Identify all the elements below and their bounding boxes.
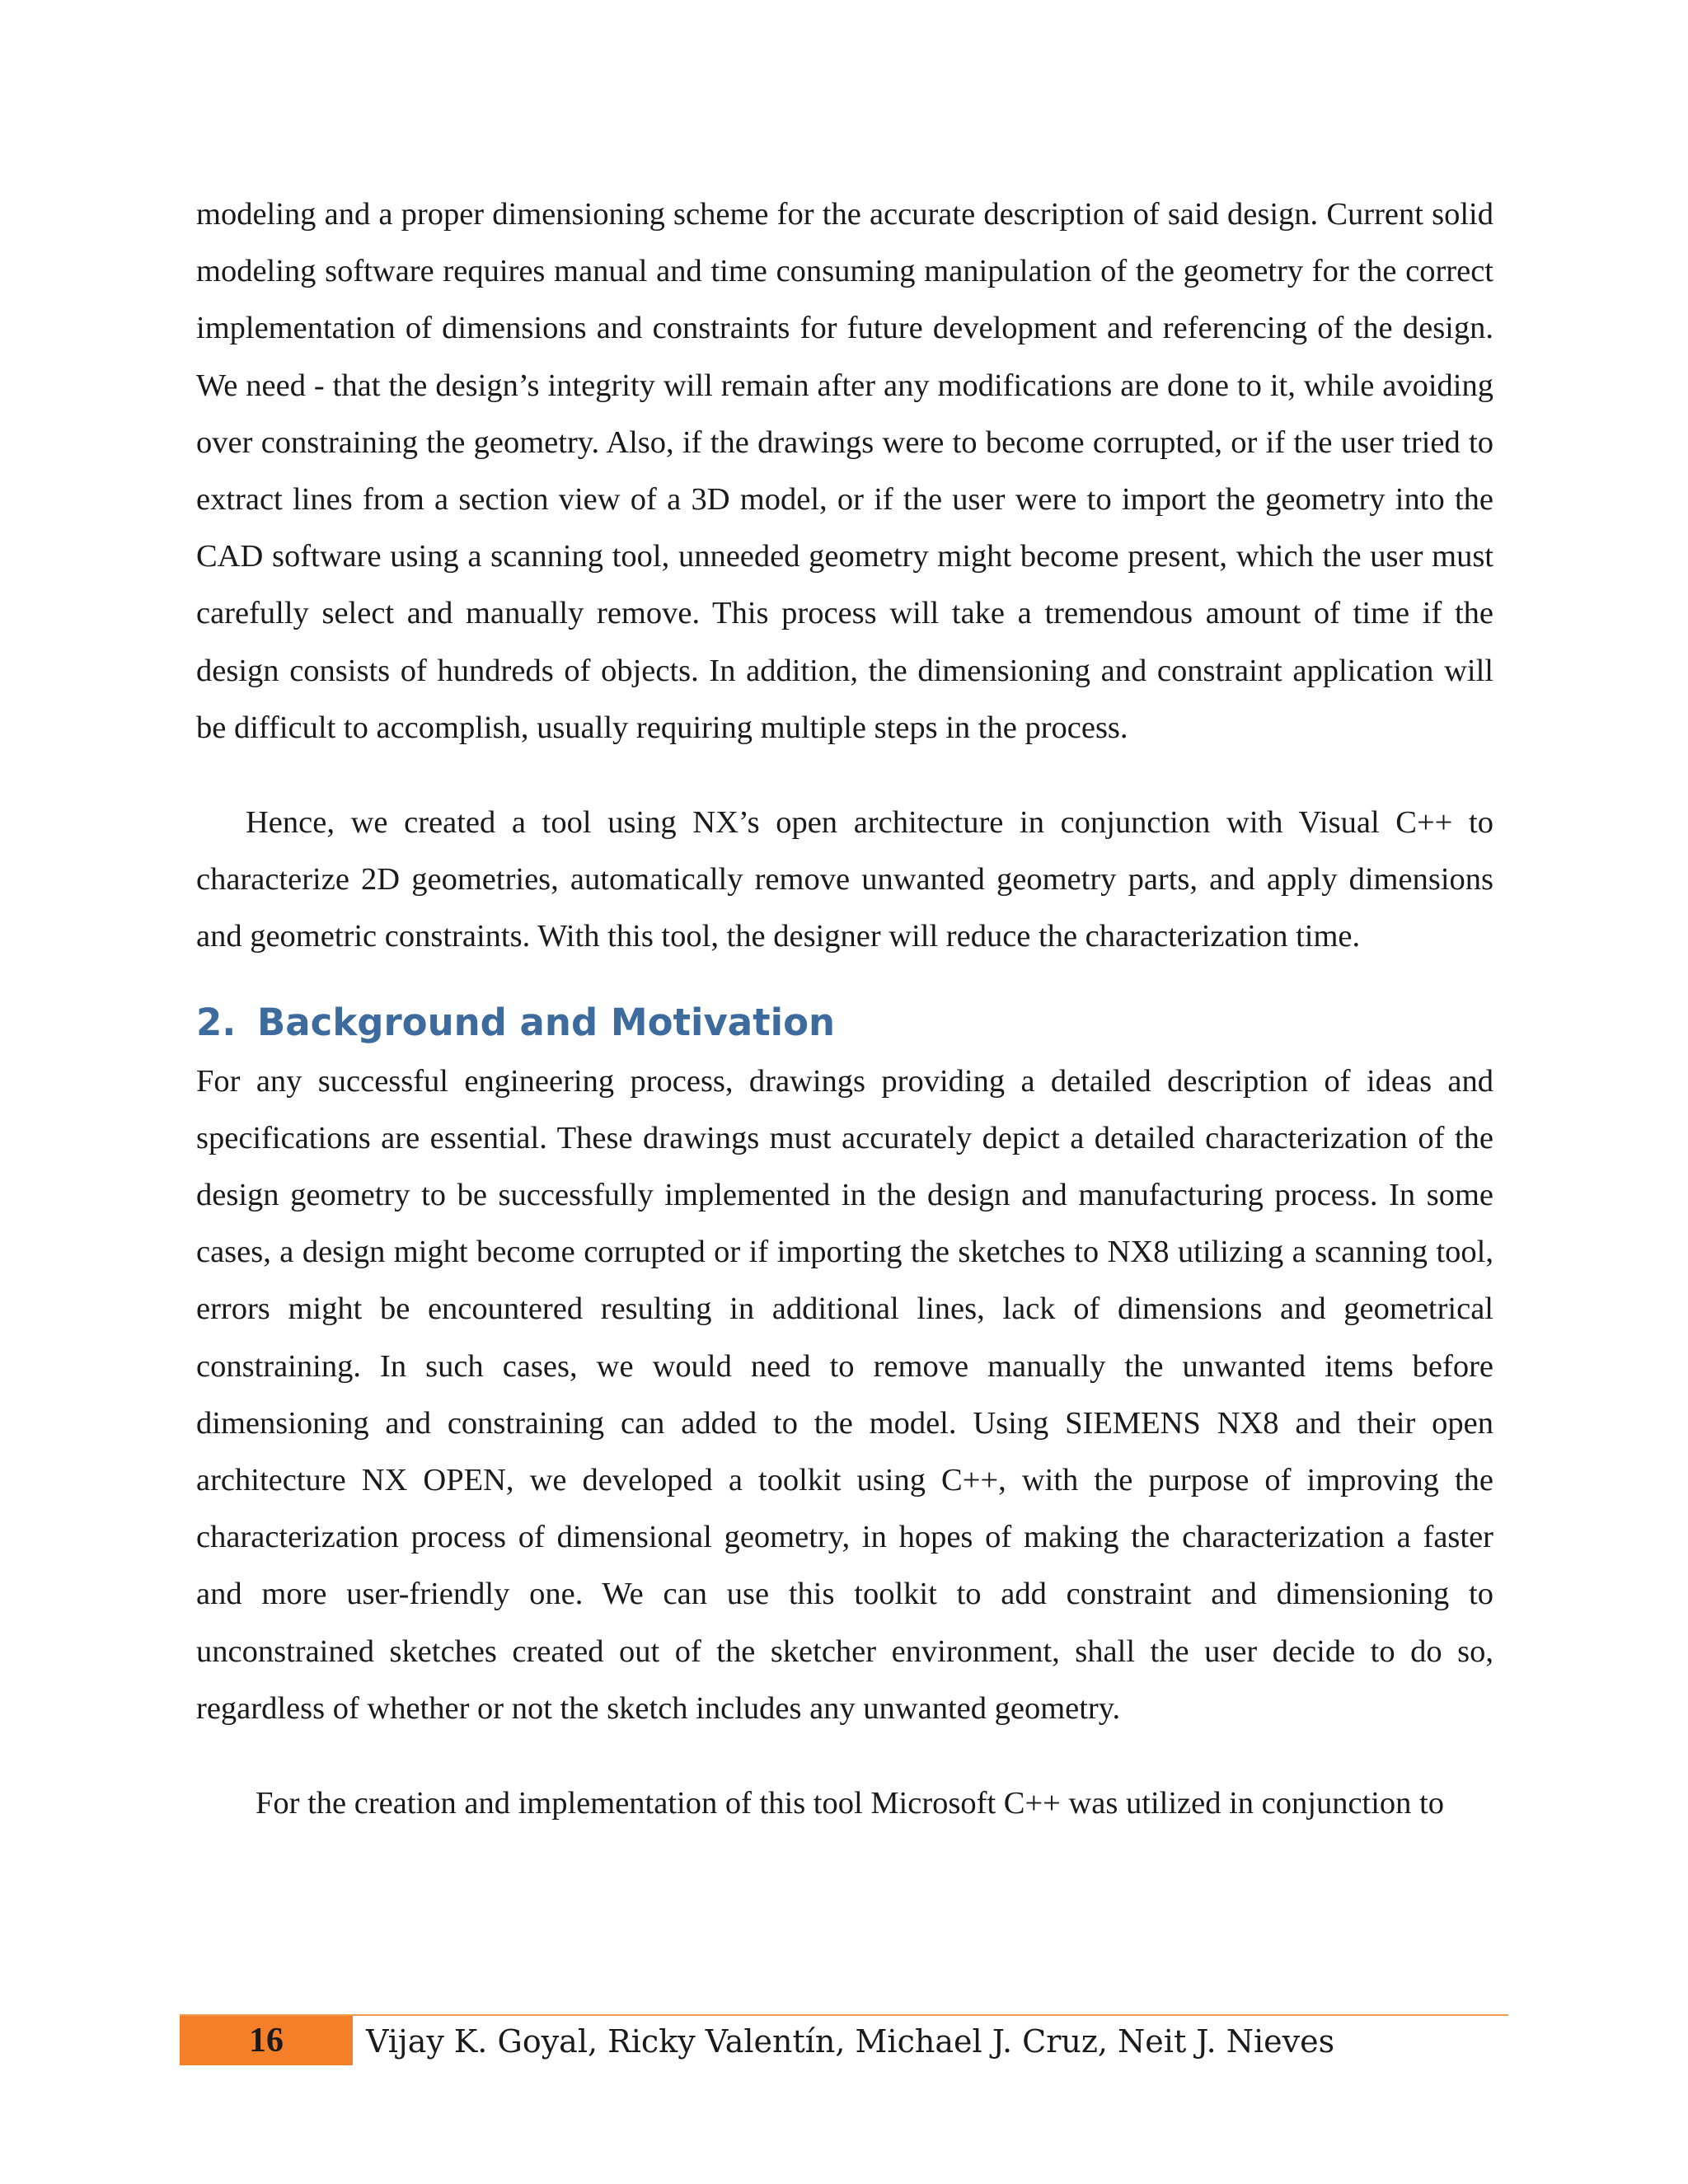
body-paragraph: Hence, we created a tool using NX’s open architecture in conjunction with Visual C++ to characterize 2D geometries, automatically remove unwanted geometry parts, and apply dimensions and geometric constraints. With this tool, the designer will reduce the characterization time. — [196, 805, 1493, 954]
section-title: Background and Motivation — [257, 1000, 836, 1044]
body-paragraph: For any successful engineering process, drawings providing a detailed description of ideas and specifications are essential. These drawings must accurately depict a detailed characterization of the design geometry to be successfully implemented in the design and manufacturing process. In some cases, a design might become corrupted or if importing the sketches to NX8 utilizing a scanning tool, errors might be encountered resulting in additional lines, lack of dimensions and geometrical constraining. In such cases, we would need to remove manually the unwanted items before dimensioning and constraining can added to the model. Using SIEMENS NX8 and their open architecture NX OPEN, we developed a toolkit using C++, with the purpose of improving the characterization process of dimensional geometry, in hopes of making the characterization a faster and more user-friendly one. We can use this toolkit to add constraint and dimensioning to unconstrained sketches created out of the sketcher environment, shall the user decide to do so, regardless of whether or not the sketch includes any unwanted geometry. — [196, 1063, 1493, 1726]
section-number: 2. — [196, 1000, 237, 1044]
section-heading — [196, 966, 1493, 1053]
paragraph-spacer — [196, 757, 1493, 794]
page-footer — [180, 2014, 1508, 2065]
footer-authors: Vijay K. Goyal, Ricky Valentín, Michael J. Cruz, Neit J. Nieves — [366, 2023, 1335, 2060]
page-number: 16 — [249, 2022, 284, 2060]
body-paragraph: modeling and a proper dimensioning scheme for the accurate description of said design. Current solid modeling software requires manual and time consuming manipulation of the geometry for the correct implementation of dimensions and constraints for future development and referencing of the design. We need - that the design’s integrity will remain after any modifications are done to it, while avoiding over constraining the geometry. Also, if the drawings were to become corrupted, or if the user tried to extract lines from a section view of a 3D model, or if the user were to import the geometry into the CAD software using a scanning tool, unneeded geometry might become present, which the user must carefully select and manually remove. This process will take a tremendous amount of time if the design consists of hundreds of objects. In addition, the dimensioning and constraint application will be difficult to accomplish, usually requiring multiple steps in the process. — [196, 197, 1493, 745]
paragraph-spacer — [196, 1737, 1493, 1775]
page-body — [196, 186, 1493, 1832]
body-paragraph: For the creation and implementation of this tool Microsoft C++ was utilized in conjunction to — [256, 1786, 1445, 1821]
page-number-badge — [180, 2016, 353, 2065]
footer-divider — [180, 2014, 1508, 2016]
